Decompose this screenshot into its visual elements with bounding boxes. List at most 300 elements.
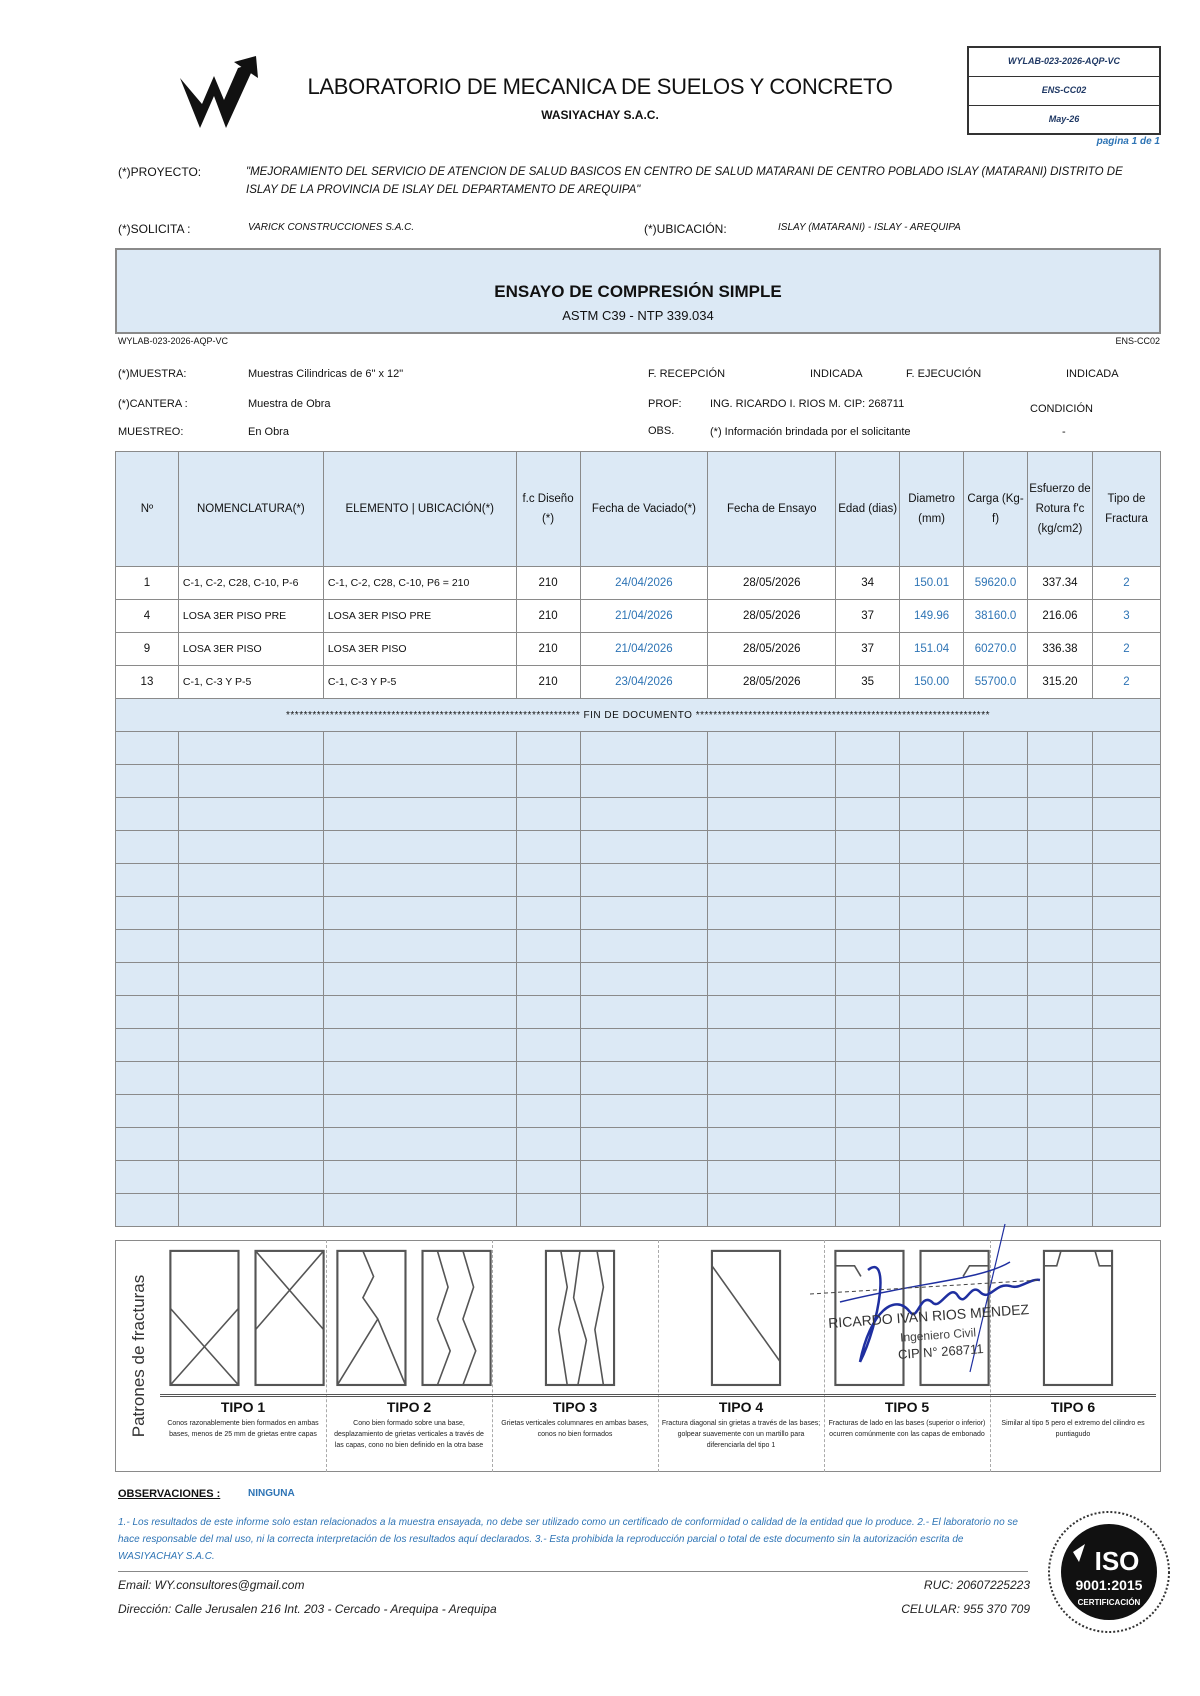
- empty-cell: [580, 996, 708, 1029]
- cell-esfuerzo: 336.38: [1028, 633, 1093, 666]
- cell-esfuerzo: 315.20: [1028, 666, 1093, 699]
- empty-cell: [708, 1062, 836, 1095]
- empty-cell: [323, 831, 516, 864]
- empty-cell: [836, 897, 900, 930]
- empty-cell: [178, 1128, 323, 1161]
- empty-cell: [708, 798, 836, 831]
- empty-cell: [708, 765, 836, 798]
- cell-carga: 55700.0: [964, 666, 1028, 699]
- empty-cell: [900, 930, 964, 963]
- fracture-type-title: TIPO 3: [492, 1394, 658, 1415]
- empty-cell: [1028, 765, 1093, 798]
- muestreo-label: MUESTREO:: [118, 426, 184, 438]
- empty-cell: [516, 996, 580, 1029]
- empty-cell: [116, 1128, 179, 1161]
- empty-rows: [116, 732, 1161, 1227]
- iso-seal-icon: [1045, 1508, 1173, 1636]
- cell-diametro: 151.04: [900, 633, 964, 666]
- empty-cell: [900, 1095, 964, 1128]
- empty-cell: [178, 732, 323, 765]
- cell-elemento: C-1, C-3 Y P-5: [323, 666, 516, 699]
- empty-table-row: [116, 1029, 1161, 1062]
- cell-esfuerzo: 337.34: [1028, 567, 1093, 600]
- empty-cell: [900, 897, 964, 930]
- empty-cell: [516, 1029, 580, 1062]
- empty-cell: [1028, 1128, 1093, 1161]
- empty-cell: [580, 798, 708, 831]
- empty-cell: [964, 1062, 1028, 1095]
- table-row: [116, 567, 1161, 600]
- empty-cell: [964, 1029, 1028, 1062]
- empty-cell: [178, 930, 323, 963]
- fracture-diagram-icon: [331, 1244, 497, 1394]
- empty-cell: [1028, 1062, 1093, 1095]
- fracture-diagram-icon: [164, 1244, 330, 1394]
- empty-cell: [964, 864, 1028, 897]
- cell-fc: 210: [516, 633, 580, 666]
- empty-cell: [178, 1062, 323, 1095]
- empty-cell: [116, 864, 179, 897]
- fracture-diagram-icon: [497, 1244, 663, 1394]
- cell-tipo: 2: [1092, 633, 1160, 666]
- empty-cell: [900, 831, 964, 864]
- empty-cell: [900, 996, 964, 1029]
- empty-cell: [323, 798, 516, 831]
- empty-cell: [900, 765, 964, 798]
- empty-cell: [580, 732, 708, 765]
- empty-cell: [1092, 963, 1160, 996]
- empty-cell: [1092, 864, 1160, 897]
- empty-cell: [900, 1062, 964, 1095]
- empty-cell: [116, 732, 179, 765]
- empty-cell: [116, 798, 179, 831]
- empty-cell: [580, 1128, 708, 1161]
- empty-cell: [1028, 897, 1093, 930]
- test-standard: ASTM C39 - NTP 339.034: [562, 308, 714, 323]
- empty-cell: [580, 831, 708, 864]
- cell-fecha-ensayo: 28/05/2026: [708, 600, 836, 633]
- empty-cell: [323, 1128, 516, 1161]
- empty-table-row: [116, 864, 1161, 897]
- fracture-side-text: Patrones de fracturas: [129, 1274, 148, 1438]
- empty-cell: [964, 930, 1028, 963]
- empty-cell: [323, 1029, 516, 1062]
- empty-cell: [836, 864, 900, 897]
- empty-cell: [116, 1095, 179, 1128]
- header-carga: Carga (Kg-f): [964, 452, 1028, 567]
- empty-cell: [116, 897, 179, 930]
- empty-cell: [964, 1095, 1028, 1128]
- empty-cell: [516, 732, 580, 765]
- cell-elemento: LOSA 3ER PISO PRE: [323, 600, 516, 633]
- cell-elemento: C-1, C-2, C28, C-10, P6 = 210: [323, 567, 516, 600]
- cell-diametro: 150.00: [900, 666, 964, 699]
- document-code: WYLAB-023-2026-AQP-VC: [969, 48, 1159, 77]
- solicita-value: VARICK CONSTRUCCIONES S.A.C.: [248, 222, 415, 233]
- empty-cell: [323, 963, 516, 996]
- empty-cell: [323, 1062, 516, 1095]
- prof-label: PROF:: [648, 398, 682, 410]
- fracture-type-title: TIPO 4: [658, 1394, 824, 1415]
- empty-cell: [323, 996, 516, 1029]
- table-header-row: [116, 452, 1161, 567]
- fracture-type-description: Conos razonablemente bien formados en ambas bases, menos de 25 mm de grietas entre capas: [167, 1420, 319, 1438]
- empty-cell: [116, 1194, 179, 1227]
- empty-cell: [323, 1161, 516, 1194]
- empty-cell: [178, 1161, 323, 1194]
- empty-cell: [1028, 1095, 1093, 1128]
- empty-cell: [1028, 1161, 1093, 1194]
- cell-fecha-vaciado: 24/04/2026: [580, 567, 708, 600]
- empty-cell: [1028, 831, 1093, 864]
- footer-address: Dirección: Calle Jerusalen 216 Int. 203 - Cercado - Arequipa - Arequipa: [118, 1602, 497, 1616]
- empty-table-row: [116, 1062, 1161, 1095]
- header-esfuerzo: Esfuerzo de Rotura f'c (kg/cm2): [1028, 452, 1093, 567]
- empty-cell: [900, 864, 964, 897]
- report-code-right: ENS-CC02: [1115, 336, 1160, 346]
- empty-table-row: [116, 732, 1161, 765]
- empty-table-row: [116, 897, 1161, 930]
- empty-cell: [580, 1062, 708, 1095]
- empty-cell: [580, 1161, 708, 1194]
- empty-cell: [116, 996, 179, 1029]
- test-code: ENS-CC02: [969, 77, 1159, 106]
- empty-cell: [323, 1194, 516, 1227]
- empty-cell: [708, 897, 836, 930]
- cell-fc: 210: [516, 567, 580, 600]
- fracture-type-description: Grietas verticales columnares en ambas bases, conos no bien formados: [501, 1420, 649, 1438]
- muestra-value: Muestras Cilindricas de 6" x 12": [248, 368, 404, 380]
- empty-cell: [323, 765, 516, 798]
- empty-cell: [836, 765, 900, 798]
- fracture-type-description: Fractura diagonal sin grietas a través de las bases; golpear suavemente con un martillo para diferenciarla del tipo 1: [661, 1420, 821, 1449]
- cell-esfuerzo: 216.06: [1028, 600, 1093, 633]
- empty-cell: [900, 1128, 964, 1161]
- fracture-type-title: TIPO 6: [990, 1394, 1156, 1415]
- muestra-label: (*)MUESTRA:: [118, 368, 187, 380]
- empty-cell: [323, 930, 516, 963]
- recepcion-label: F. RECEPCIÓN: [648, 368, 726, 380]
- condicion-value: -: [1062, 426, 1066, 438]
- empty-cell: [178, 996, 323, 1029]
- empty-cell: [964, 765, 1028, 798]
- empty-cell: [178, 1029, 323, 1062]
- empty-cell: [516, 1095, 580, 1128]
- fin-documento-row: [116, 699, 1161, 732]
- empty-cell: [708, 831, 836, 864]
- empty-cell: [1092, 732, 1160, 765]
- empty-cell: [836, 831, 900, 864]
- cell-fc: 210: [516, 666, 580, 699]
- empty-cell: [1092, 798, 1160, 831]
- test-title: ENSAYO DE COMPRESIÓN SIMPLE: [494, 282, 782, 301]
- empty-cell: [708, 930, 836, 963]
- company-name: WASIYACHAY S.A.C.: [541, 108, 659, 122]
- cell-edad: 35: [836, 666, 900, 699]
- cell-carga: 59620.0: [964, 567, 1028, 600]
- cell-carga: 60270.0: [964, 633, 1028, 666]
- cell-fecha-ensayo: 28/05/2026: [708, 567, 836, 600]
- header-diametro: Diametro (mm): [900, 452, 964, 567]
- cell-edad: 37: [836, 600, 900, 633]
- table-row: [116, 666, 1161, 699]
- empty-cell: [900, 1161, 964, 1194]
- cell-nomenclatura: C-1, C-3 Y P-5: [178, 666, 323, 699]
- empty-cell: [323, 897, 516, 930]
- test-title-box: [115, 248, 1161, 334]
- empty-cell: [1092, 1161, 1160, 1194]
- empty-table-row: [116, 1161, 1161, 1194]
- empty-cell: [516, 798, 580, 831]
- empty-cell: [708, 963, 836, 996]
- empty-cell: [1092, 831, 1160, 864]
- empty-cell: [516, 963, 580, 996]
- cell-carga: 38160.0: [964, 600, 1028, 633]
- empty-cell: [116, 930, 179, 963]
- empty-cell: [1092, 930, 1160, 963]
- empty-cell: [836, 996, 900, 1029]
- cell-fecha-vaciado: 23/04/2026: [580, 666, 708, 699]
- report-code-left: WYLAB-023-2026-AQP-VC: [118, 336, 229, 346]
- empty-cell: [964, 732, 1028, 765]
- obs-label: OBS.: [648, 425, 675, 437]
- fracture-type-title: TIPO 5: [824, 1394, 990, 1415]
- empty-cell: [836, 930, 900, 963]
- empty-cell: [516, 864, 580, 897]
- empty-cell: [580, 864, 708, 897]
- empty-cell: [178, 1095, 323, 1128]
- empty-cell: [1028, 1029, 1093, 1062]
- empty-cell: [580, 765, 708, 798]
- empty-cell: [580, 930, 708, 963]
- cell-fecha-vaciado: 21/04/2026: [580, 600, 708, 633]
- empty-cell: [516, 897, 580, 930]
- table-row: [116, 600, 1161, 633]
- empty-table-row: [116, 930, 1161, 963]
- empty-cell: [580, 897, 708, 930]
- fracture-side-label: [118, 1240, 160, 1472]
- obs-value: (*) Información brindada por el solicitante: [710, 426, 911, 438]
- empty-cell: [836, 732, 900, 765]
- empty-cell: [1092, 1029, 1160, 1062]
- empty-cell: [178, 897, 323, 930]
- empty-cell: [580, 1029, 708, 1062]
- company-logo-icon: [176, 54, 260, 132]
- empty-table-row: [116, 831, 1161, 864]
- empty-cell: [708, 864, 836, 897]
- empty-cell: [1092, 765, 1160, 798]
- empty-cell: [836, 1128, 900, 1161]
- header-fc-diseno: f.c Diseño (*): [516, 452, 580, 567]
- ubicacion-label: (*)UBICACIÓN:: [644, 222, 727, 236]
- fracture-type-description: Cono bien formado sobre una base, desplazamiento de grietas verticales a través de las capas, cono no bien definido en la otra base: [334, 1420, 484, 1449]
- empty-cell: [1092, 1194, 1160, 1227]
- cell-diametro: 149.96: [900, 600, 964, 633]
- fracture-type-description: Fracturas de lado en las bases (superior o inferior) ocurren comúnmente con las capas de embonado: [828, 1420, 986, 1438]
- empty-cell: [1028, 864, 1093, 897]
- empty-cell: [516, 1062, 580, 1095]
- document-code-box: [967, 46, 1161, 135]
- empty-cell: [116, 1029, 179, 1062]
- signature-cip: CIP N° 268711: [897, 1341, 985, 1362]
- empty-cell: [516, 831, 580, 864]
- cell-nomenclatura: LOSA 3ER PISO PRE: [178, 600, 323, 633]
- footer-divider: [118, 1571, 1028, 1572]
- empty-cell: [1028, 963, 1093, 996]
- header-edad: Edad (dias): [836, 452, 900, 567]
- empty-cell: [178, 963, 323, 996]
- empty-cell: [1092, 1062, 1160, 1095]
- cell-tipo: 2: [1092, 567, 1160, 600]
- empty-cell: [836, 1062, 900, 1095]
- empty-cell: [178, 831, 323, 864]
- empty-cell: [964, 798, 1028, 831]
- cantera-label: (*)CANTERA :: [118, 398, 188, 410]
- cell-elemento: LOSA 3ER PISO: [323, 633, 516, 666]
- empty-cell: [708, 1029, 836, 1062]
- empty-cell: [836, 1095, 900, 1128]
- empty-table-row: [116, 1128, 1161, 1161]
- cell-tipo: 3: [1092, 600, 1160, 633]
- cantera-value: Muestra de Obra: [248, 398, 331, 410]
- empty-cell: [516, 1161, 580, 1194]
- empty-cell: [708, 1128, 836, 1161]
- condicion-label: CONDICIÓN: [1030, 403, 1093, 415]
- fracture-type-title: TIPO 2: [326, 1394, 492, 1415]
- page-number: pagina 1 de 1: [1096, 136, 1160, 147]
- ubicacion-value: ISLAY (MATARANI) - ISLAY - AREQUIPA: [778, 222, 961, 233]
- empty-cell: [178, 864, 323, 897]
- empty-cell: [580, 963, 708, 996]
- empty-cell: [836, 1029, 900, 1062]
- observaciones-value: NINGUNA: [248, 1488, 295, 1499]
- empty-cell: [516, 1194, 580, 1227]
- ejecucion-value: INDICADA: [1066, 368, 1119, 380]
- empty-cell: [1028, 996, 1093, 1029]
- cell-edad: 37: [836, 633, 900, 666]
- recepcion-value: INDICADA: [810, 368, 863, 380]
- cell-nomenclatura: C-1, C-2, C28, C-10, P-6: [178, 567, 323, 600]
- header-fecha-ensayo: Fecha de Ensayo: [708, 452, 836, 567]
- empty-cell: [516, 930, 580, 963]
- empty-cell: [323, 864, 516, 897]
- signature-role: Ingeniero Civil: [899, 1325, 977, 1345]
- empty-cell: [964, 897, 1028, 930]
- muestreo-value: En Obra: [248, 426, 289, 438]
- iso-cert: CERTIFICACIÓN: [1077, 1598, 1141, 1607]
- empty-cell: [708, 1095, 836, 1128]
- fracture-type-description: Similar al tipo 5 pero el extremo del cilindro es puntiagudo: [1001, 1420, 1145, 1438]
- project-label: (*)PROYECTO:: [118, 165, 202, 179]
- empty-table-row: [116, 798, 1161, 831]
- empty-cell: [836, 963, 900, 996]
- fin-documento: ******************************************************************* FIN DE DOCUMENTO *******************************************************************: [116, 699, 1161, 732]
- empty-cell: [580, 1194, 708, 1227]
- empty-table-row: [116, 1095, 1161, 1128]
- empty-cell: [178, 765, 323, 798]
- empty-cell: [1092, 1128, 1160, 1161]
- empty-cell: [116, 1062, 179, 1095]
- signature-name: RICARDO IVAN RIOS MENDEZ: [827, 1301, 1030, 1331]
- prof-value: ING. RICARDO I. RIOS M. CIP: 268711: [710, 398, 905, 410]
- footer-email: Email: WY.consultores@gmail.com: [118, 1578, 305, 1592]
- empty-cell: [964, 996, 1028, 1029]
- empty-table-row: [116, 963, 1161, 996]
- header-fecha-vaciado: Fecha de Vaciado(*): [580, 452, 708, 567]
- empty-cell: [323, 1095, 516, 1128]
- cell-fecha-ensayo: 28/05/2026: [708, 666, 836, 699]
- empty-cell: [516, 765, 580, 798]
- header-num: Nº: [116, 452, 179, 567]
- cell-fecha-vaciado: 21/04/2026: [580, 633, 708, 666]
- footer-ruc: RUC: 20607225223: [923, 1578, 1030, 1592]
- empty-cell: [116, 831, 179, 864]
- document-date: May-26: [1048, 114, 1080, 124]
- empty-cell: [708, 996, 836, 1029]
- cell-edad: 34: [836, 567, 900, 600]
- cell-num: 9: [116, 633, 179, 666]
- empty-cell: [1028, 798, 1093, 831]
- empty-cell: [1092, 897, 1160, 930]
- fracture-type-title: TIPO 1: [160, 1394, 326, 1415]
- results-table: [115, 451, 1161, 1227]
- ejecucion-label: F. EJECUCIÓN: [906, 368, 982, 380]
- empty-cell: [900, 963, 964, 996]
- empty-cell: [323, 732, 516, 765]
- empty-cell: [178, 1194, 323, 1227]
- empty-cell: [964, 1161, 1028, 1194]
- empty-cell: [708, 1161, 836, 1194]
- iso-standard: 9001:2015: [1075, 1577, 1143, 1593]
- empty-cell: [964, 831, 1028, 864]
- footer-celular: CELULAR: 955 370 709: [901, 1602, 1030, 1616]
- empty-cell: [116, 1161, 179, 1194]
- cell-tipo: 2: [1092, 666, 1160, 699]
- solicita-label: (*)SOLICITA :: [118, 222, 191, 236]
- empty-cell: [178, 798, 323, 831]
- header-elemento: ELEMENTO | UBICACIÓN(*): [323, 452, 516, 567]
- empty-cell: [1092, 996, 1160, 1029]
- empty-cell: [836, 798, 900, 831]
- project-value: "MEJORAMIENTO DEL SERVICIO DE ATENCION DE SALUD BASICOS EN CENTRO DE SALUD MATARANI DE CENTRO POBLADO ISLAY (MATARANI) DISTRITO DE ISLAY DE LA PROVINCIA DE ISLAY DEL DEPARTAMENTO DE AREQUIPA": [246, 166, 1123, 196]
- empty-cell: [1028, 732, 1093, 765]
- observaciones-label: OBSERVACIONES :: [118, 1488, 221, 1500]
- cell-num: 1: [116, 567, 179, 600]
- empty-cell: [1028, 930, 1093, 963]
- cell-fecha-ensayo: 28/05/2026: [708, 633, 836, 666]
- lab-title: LABORATORIO DE MECANICA DE SUELOS Y CONCRETO: [307, 74, 893, 99]
- empty-table-row: [116, 996, 1161, 1029]
- empty-cell: [900, 732, 964, 765]
- empty-cell: [1092, 1095, 1160, 1128]
- table-row: [116, 633, 1161, 666]
- empty-table-row: [116, 765, 1161, 798]
- header-nomenclatura: NOMENCLATURA(*): [178, 452, 323, 567]
- empty-cell: [964, 1128, 1028, 1161]
- iso-brand: ISO: [1094, 1546, 1140, 1576]
- empty-cell: [900, 798, 964, 831]
- empty-cell: [900, 1029, 964, 1062]
- disclaimer-notes: 1.- Los resultados de este informe solo estan relacionados a la muestra ensayada, no debe ser utilizado como un certificado de conformidad o calidad de la entidad que lo produce. 2.- El laboratorio no se hace responsable del mal uso, ni la correcta interpretación de los resultados aquí declarados. 3.- Esta prohibida la reproducción parcial o total de este documento sin la autorización escrita de WASIYACHAY S.A.C.: [118, 1517, 1018, 1562]
- cell-fc: 210: [516, 600, 580, 633]
- cell-nomenclatura: LOSA 3ER PISO: [178, 633, 323, 666]
- cell-num: 4: [116, 600, 179, 633]
- empty-cell: [516, 1128, 580, 1161]
- empty-cell: [836, 1161, 900, 1194]
- empty-cell: [708, 732, 836, 765]
- header-tipo-fractura: Tipo de Fractura: [1092, 452, 1160, 567]
- cell-num: 13: [116, 666, 179, 699]
